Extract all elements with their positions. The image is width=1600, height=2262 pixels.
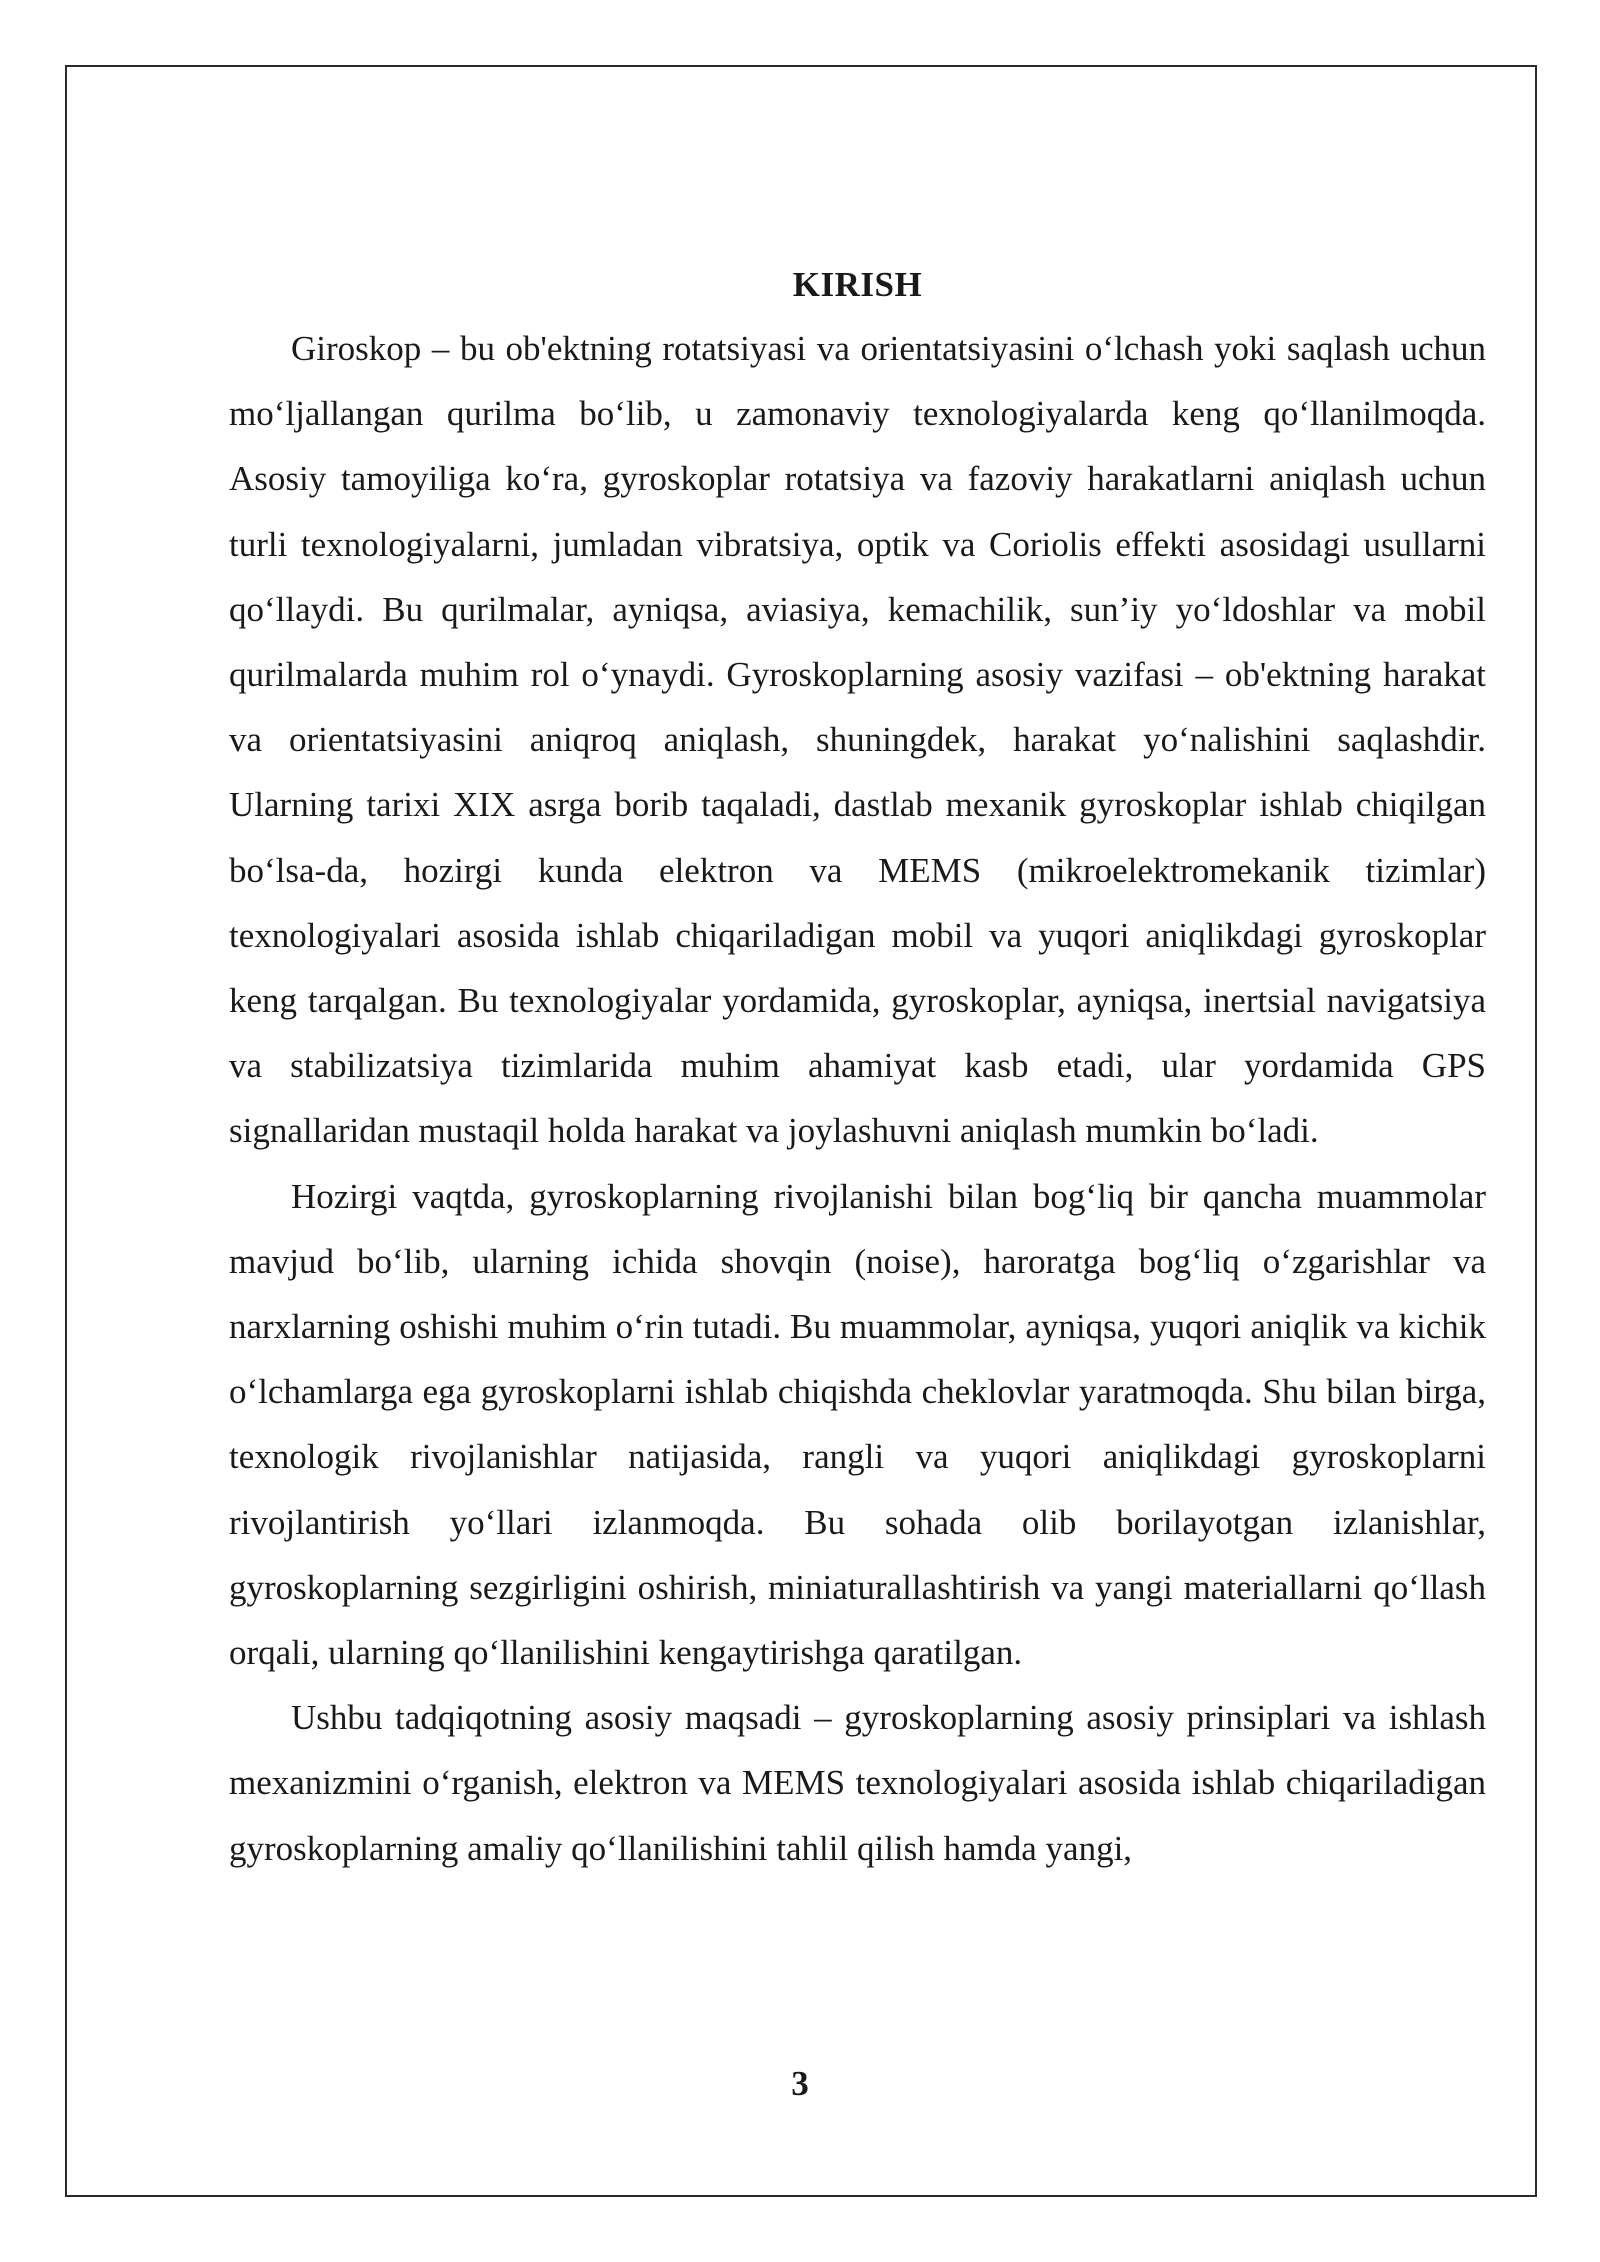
page-number: 3	[791, 2064, 809, 2103]
section-heading: KIRISH	[792, 265, 923, 304]
paragraph-research-goal: Ushbu tadqiqotning asosiy maqsadi – gyroskoplarning asosiy prinsiplari va ishlash mexanizmini o‘rganish, elektron va MEMS texnologiyalari asosida ishlab chiqariladigan gyroskoplarning amaliy qo‘llanilishini tahlil qilish hamda yangi,	[229, 1698, 1486, 1868]
paragraph-problems: Hozirgi vaqtda, gyroskoplarning rivojlanishi bilan bog‘liq bir qancha muammolar mavjud bo‘lib, ularning ichida shovqin (noise), haroratga bog‘liq o‘zgarishlar va narxlarning oshishi muhim o‘rin tutadi. Bu muammolar, ayniqsa, yuqori aniqlik va kichik o‘lchamlarga ega gyroskoplarni ishlab chiqishda cheklovlar yaratmoqda. Shu bilan birga, texnologik rivojlanishlar natijasida, rangli va yuqori aniqlikdagi gyroskoplarni rivojlantirish yo‘llari izlanmoqda. Bu sohada olib borilayotgan izlanishlar, gyroskoplarning sezgirligini oshirish, miniaturallashtirish va yangi materiallarni qo‘llash orqali, ularning qo‘llanilishini kengaytirishga qaratilgan.	[229, 1176, 1486, 1673]
page-content	[229, 258, 1486, 1881]
paragraph-introduction: Giroskop – bu ob'ektning rotatsiyasi va orientatsiyasini o‘lchash yoki saqlash uchun mo‘ljallangan qurilma bo‘lib, u zamonaviy texnologiyalarda keng qo‘llanilmoqda. Asosiy tamoyiliga ko‘ra, gyroskoplar rotatsiya va fazoviy harakatlarni aniqlash uchun turli texnologiyalarni, jumladan vibratsiya, optik va Coriolis effekti asosidagi usullarni qo‘llaydi. Bu qurilmalar, ayniqsa, aviasiya, kemachilik, sun’iy yo‘ldoshlar va mobil qurilmalarda muhim rol o‘ynaydi. Gyroskoplarning asosiy vazifasi – ob'ektning harakat va orientatsiyasini aniqroq aniqlash, shuningdek, harakat yo‘nalishini saqlashdir. Ularning tarixi XIX asrga borib taqaladi, dastlab mexanik gyroskoplar ishlab chiqilgan bo‘lsa-da, hozirgi kunda elektron va MEMS (mikroelektromekanik tizimlar) texnologiyalari asosida ishlab chiqariladigan mobil va yuqori aniqlikdagi gyroskoplar keng tarqalgan. Bu texnologiyalar yordamida, gyroskoplar, ayniqsa, inertsial navigatsiya va stabilizatsiya tizimlarida muhim ahamiyat kasb etadi, ular yordamida GPS signallaridan mustaqil holda harakat va joylashuvni aniqlash mumkin bo‘ladi.	[229, 329, 1486, 1151]
